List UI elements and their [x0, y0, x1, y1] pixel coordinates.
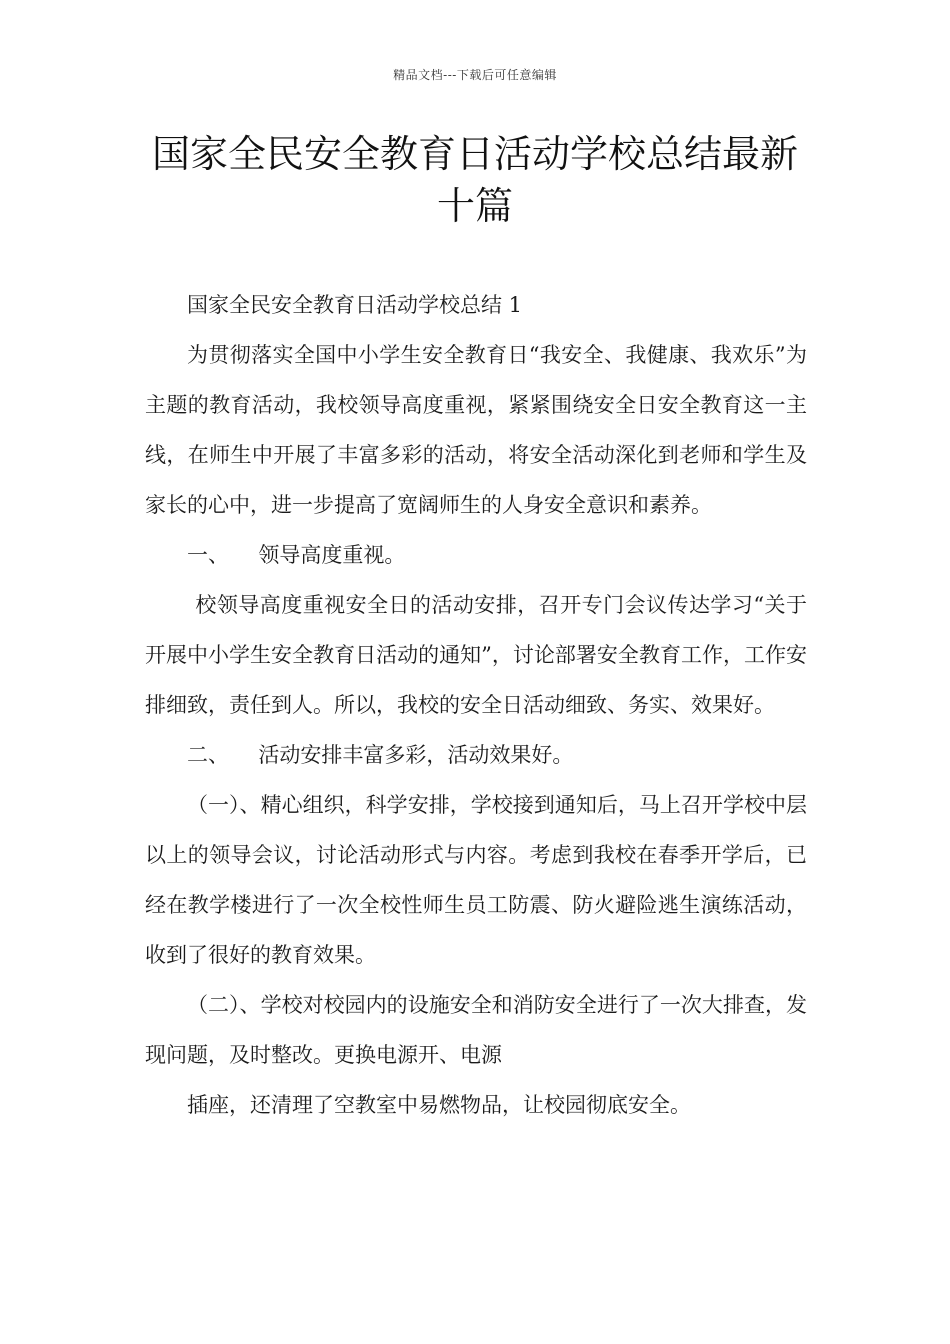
paragraph-item-one: （一）、精心组织，科学安排，学校接到通知后，马上召开学校中层以上的领导会议，讨论活动形式与内容。考虑到我校在春季开学后，已经在教学楼进行了一次全校性师生员工防震、防火避险逃生演练活动，收到了很好的教育效果。 [145, 793, 807, 967]
section-heading: 国家全民安全教育日活动学校总结 1 [187, 293, 523, 317]
paragraph-intro: 为贯彻落实全国中小学生安全教育日“我安全、我健康、我欢乐”为主题的教育活动，我校领导高度重视，紧紧围绕安全日安全教育这一主线，在师生中开展了丰富多彩的活动，将安全活动深化到老师和学生及家长的心中，进一步提高了宽阔师生的人身安全意识和素养。 [145, 343, 807, 517]
document-body [145, 280, 807, 1130]
paragraph-item-two: （二）、学校对校园内的设施安全和消防安全进行了一次大排查，发现问题，及时整改。更换电源开、电源 [145, 993, 807, 1067]
heading-two [145, 730, 807, 780]
heading-two-text: 活动安排丰富多彩，活动效果好。 [258, 743, 574, 767]
paragraph-continuation: 插座，还清理了空教室中易燃物品，让校园彻底安全。 [187, 1093, 691, 1117]
document-title: 国家全民安全教育日活动学校总结最新十篇 [151, 132, 798, 228]
paragraph-leadership: 校领导高度重视安全日的活动安排，召开专门会议传达学习“关于开展中小学生安全教育日活动的通知”，讨论部署安全教育工作，工作安排细致，责任到人。所以，我校的安全日活动细致、务实、效果好。 [145, 593, 807, 717]
heading-one-text: 领导高度重视。 [258, 543, 406, 567]
heading-two-number: 二、 [187, 743, 229, 767]
header-note: 精品文档---下载后可任意编辑 [393, 68, 557, 82]
heading-one-number: 一、 [187, 543, 229, 567]
heading-one [145, 530, 807, 580]
